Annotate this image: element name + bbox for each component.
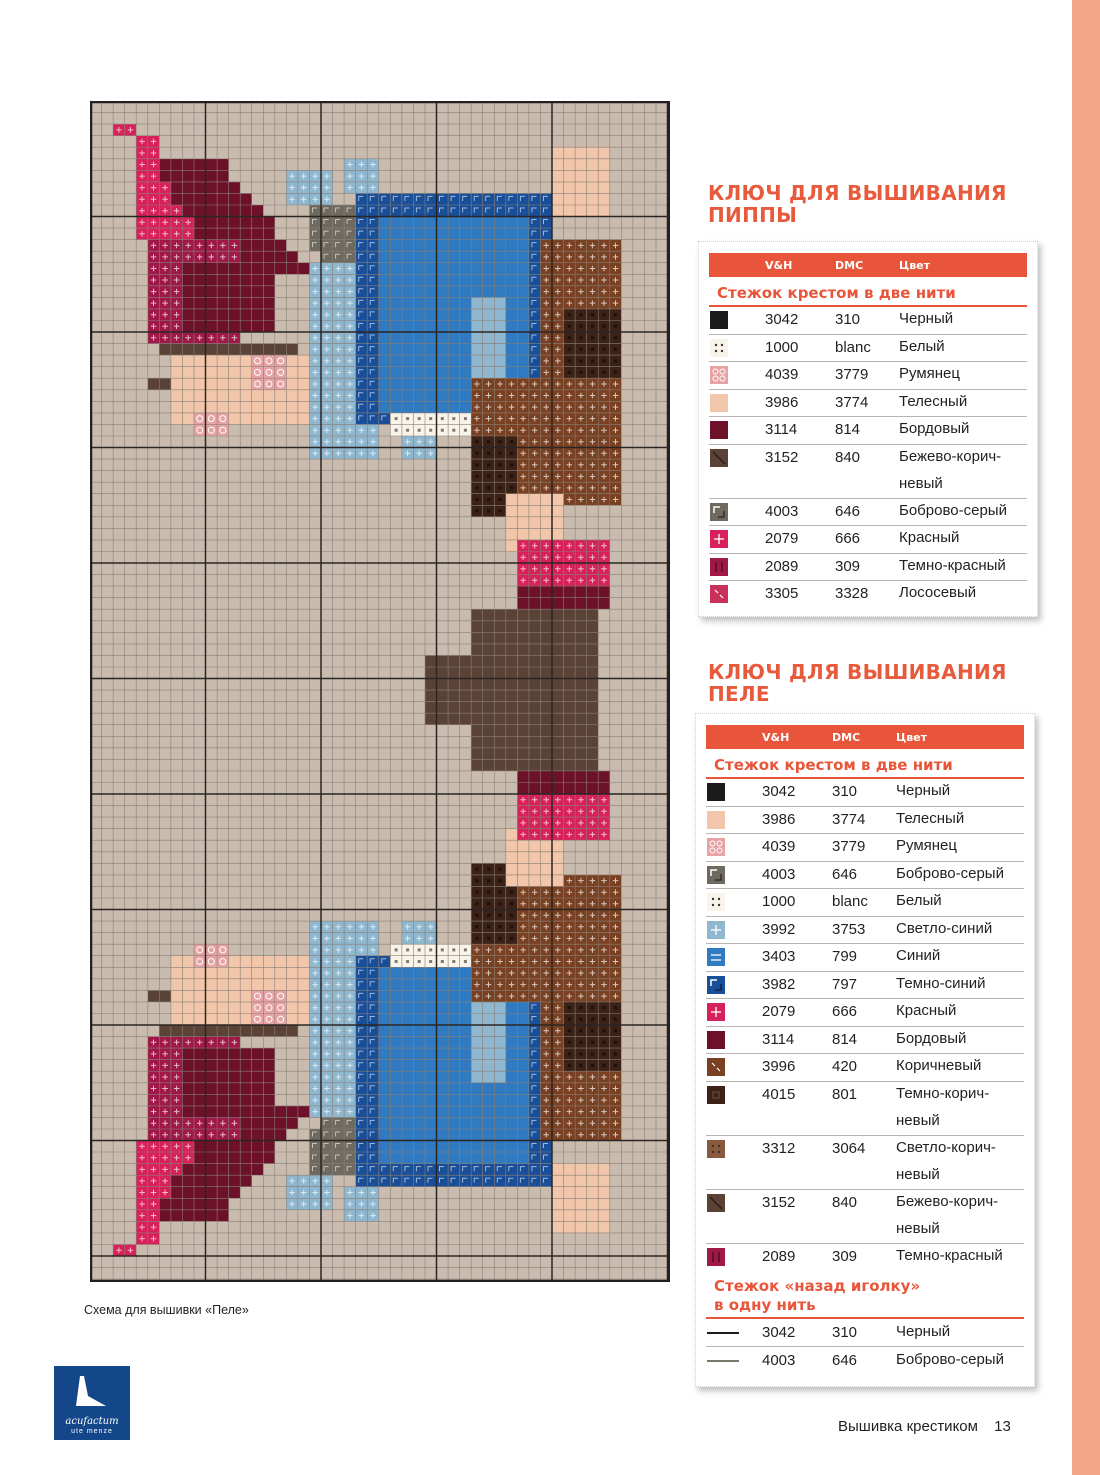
pippi-key-table <box>698 241 1038 617</box>
key-row <box>709 526 1027 554</box>
backstitch-title-line2: в одну нить <box>714 1296 816 1314</box>
color-swatch-icon <box>710 311 728 329</box>
vh-code: 4003 <box>762 1351 796 1369</box>
pippi-key-title-line1: КЛЮЧ ДЛЯ ВЫШИВАНИЯ <box>708 181 1007 205</box>
color-name: Коричневый <box>896 1057 982 1074</box>
key-row <box>709 581 1027 609</box>
color-swatch-icon <box>707 1140 725 1158</box>
color-name: Телесный <box>896 809 965 827</box>
key-row <box>709 499 1027 527</box>
color-swatch-icon <box>707 1058 725 1076</box>
vh-code: 2079 <box>762 1003 796 1020</box>
key-row <box>706 862 1024 890</box>
vh-code: 2089 <box>765 557 799 575</box>
key-row <box>706 1054 1024 1082</box>
header-vh: V&H <box>765 259 793 272</box>
color-swatch-icon <box>707 1086 725 1104</box>
dmc-code: 666 <box>835 530 861 547</box>
color-name: Румянец <box>899 365 960 382</box>
vh-code: 3996 <box>762 1058 796 1075</box>
color-name: Румянец <box>896 837 957 854</box>
pele-key-table <box>695 713 1035 1387</box>
dmc-code: 801 <box>832 1085 858 1103</box>
dmc-code: 309 <box>835 557 861 575</box>
dmc-code: 646 <box>832 865 858 883</box>
key-row <box>706 1190 1024 1244</box>
color-swatch-icon <box>710 421 728 439</box>
color-name <box>896 1188 1026 1242</box>
color-name: Бордовый <box>896 1029 967 1047</box>
color-swatch-icon <box>707 893 725 911</box>
dmc-code: 797 <box>832 975 858 993</box>
dmc-code: 646 <box>832 1351 858 1369</box>
color-swatch-icon <box>710 394 728 412</box>
pele-key-title-line1: КЛЮЧ ДЛЯ ВЫШИВАНИЯ <box>708 660 1007 684</box>
dmc-code: 646 <box>835 502 861 520</box>
color-name: Темно-красный <box>899 556 1006 574</box>
color-name <box>899 443 1029 497</box>
key-row <box>706 917 1024 945</box>
color-name: Темно-синий <box>896 974 986 992</box>
pippi-section-cross-stitch: Стежок крестом в две нити <box>717 284 956 302</box>
dmc-code: 420 <box>832 1058 858 1075</box>
vh-code: 2079 <box>765 530 799 547</box>
pippi-key-header <box>709 253 1027 277</box>
dmc-code: 840 <box>832 1193 858 1211</box>
color-swatch-icon <box>707 976 725 994</box>
key-row <box>709 445 1027 499</box>
color-name: Светло-синий <box>896 919 993 937</box>
cross-stitch-chart <box>90 101 670 1282</box>
key-row <box>706 807 1024 835</box>
color-swatch-icon <box>710 339 728 357</box>
header-dmc: DMC <box>835 259 864 272</box>
color-swatch-icon <box>707 1003 725 1021</box>
dmc-code: 3779 <box>835 366 869 383</box>
color-name: Боброво-серый <box>896 864 1004 882</box>
key-row <box>709 390 1027 418</box>
color-name-line2: невый <box>899 474 943 492</box>
color-swatch-icon <box>710 503 728 521</box>
color-name: Белый <box>899 337 945 355</box>
vh-code: 3305 <box>765 585 799 602</box>
color-swatch-icon <box>707 1031 725 1049</box>
key-row <box>709 362 1027 390</box>
vh-code: 3114 <box>762 1030 795 1048</box>
color-swatch-icon <box>707 811 725 829</box>
key-row <box>706 889 1024 917</box>
header-color: Цвет <box>899 259 931 272</box>
color-swatch-icon <box>707 866 725 884</box>
color-swatch-icon <box>707 1194 725 1212</box>
color-name-line1: Бежево-корич- <box>899 447 1002 465</box>
color-swatch-icon <box>707 838 725 856</box>
header-dmc: DMC <box>832 731 861 744</box>
vh-code: 3042 <box>765 311 799 328</box>
vh-code: 3986 <box>762 810 796 828</box>
color-swatch-icon <box>710 449 728 467</box>
vh-code: 3992 <box>762 920 796 938</box>
logo-name: acufactum <box>65 1416 119 1427</box>
vh-code: 3152 <box>765 448 799 466</box>
backstitch-title-line1: Стежок «назад иголку» <box>714 1277 921 1295</box>
page-edge-stripe <box>1072 0 1100 1475</box>
color-name: Бордовый <box>899 420 970 437</box>
page-number: 13 <box>994 1418 1011 1435</box>
dmc-code: 3328 <box>835 585 869 602</box>
vh-code: 3982 <box>762 975 796 993</box>
key-row <box>709 307 1027 335</box>
key-row <box>706 834 1024 862</box>
publisher-logo <box>54 1366 130 1440</box>
color-name: Синий <box>896 947 941 964</box>
key-row <box>709 554 1027 582</box>
dmc-code: 3774 <box>835 393 869 411</box>
dmc-code: blanc <box>832 893 868 910</box>
color-name: Боброво-серый <box>896 1350 1004 1368</box>
vh-code: 3114 <box>765 421 798 438</box>
color-swatch-icon <box>707 1248 725 1266</box>
color-name-line2: невый <box>896 1165 940 1183</box>
color-name: Красный <box>899 529 960 546</box>
color-name: Лососевый <box>899 584 977 601</box>
key-row <box>706 1136 1024 1190</box>
chart-caption: Схема для вышивки «Пеле» <box>84 1303 249 1317</box>
dmc-code: 310 <box>832 783 858 800</box>
pippi-key-title-line2: ПИППЫ <box>708 203 798 227</box>
color-swatch-icon <box>710 585 728 603</box>
dmc-code: 814 <box>832 1030 858 1048</box>
dmc-code: 666 <box>832 1003 858 1020</box>
key-row <box>706 1244 1024 1272</box>
vh-code: 3042 <box>762 783 796 800</box>
key-row <box>706 999 1024 1027</box>
key-row <box>709 335 1027 363</box>
color-name: Телесный <box>899 392 968 410</box>
pele-key-header <box>706 725 1024 749</box>
key-row <box>706 779 1024 807</box>
dmc-code: 309 <box>832 1247 858 1265</box>
key-row <box>706 1027 1024 1055</box>
footer-title: Вышивка крестиком <box>838 1418 978 1435</box>
dmc-code: 799 <box>832 948 858 965</box>
key-row <box>706 1082 1024 1136</box>
dmc-code: 3774 <box>832 810 866 828</box>
backstitch-row <box>706 1348 1024 1375</box>
color-name: Красный <box>896 1002 957 1019</box>
dmc-code: 3753 <box>832 920 866 938</box>
color-name-line1: Темно-корич- <box>896 1084 990 1102</box>
header-vh: V&H <box>762 731 790 744</box>
color-swatch-icon <box>710 558 728 576</box>
color-name-line2: невый <box>896 1219 940 1237</box>
color-swatch-icon <box>710 366 728 384</box>
header-color: Цвет <box>896 731 928 744</box>
backstitch-row <box>706 1320 1024 1347</box>
page-footer <box>838 1418 1011 1435</box>
color-swatch-icon <box>707 948 725 966</box>
dmc-code: 310 <box>835 311 861 328</box>
color-swatch-icon <box>710 530 728 548</box>
color-swatch-icon <box>707 783 725 801</box>
bird-logo-icon <box>54 1366 130 1416</box>
vh-code: 4003 <box>762 865 796 883</box>
dmc-code: 310 <box>832 1324 858 1341</box>
color-name: Белый <box>896 892 942 909</box>
vh-code: 4039 <box>762 838 796 855</box>
dmc-code: 814 <box>835 421 861 438</box>
dmc-code: 3779 <box>832 838 866 855</box>
vh-code: 1000 <box>765 338 799 356</box>
backstitch-line-icon <box>707 1360 739 1362</box>
color-name-line1: Светло-корич- <box>896 1138 996 1156</box>
pele-section-backstitch <box>714 1277 920 1315</box>
key-row <box>706 972 1024 1000</box>
vh-code: 4015 <box>762 1085 796 1103</box>
color-name-line2: невый <box>896 1111 940 1129</box>
pele-section-cross-stitch: Стежок крестом в две нити <box>714 756 953 774</box>
color-name: Черный <box>896 1323 951 1340</box>
key-row <box>706 944 1024 972</box>
color-name <box>896 1134 1026 1188</box>
color-name <box>896 1080 1026 1134</box>
vh-code: 4003 <box>765 502 799 520</box>
color-swatch-icon <box>707 921 725 939</box>
color-name: Черный <box>899 310 954 327</box>
vh-code: 3986 <box>765 393 799 411</box>
chart-grid <box>90 101 670 1282</box>
logo-subtitle: ute menze <box>71 1428 113 1435</box>
color-name-line1: Бежево-корич- <box>896 1192 999 1210</box>
vh-code: 3312 <box>762 1139 796 1157</box>
pippi-key-title <box>708 182 1028 226</box>
vh-code: 3152 <box>762 1193 796 1211</box>
dmc-code: 840 <box>835 448 861 466</box>
color-name: Темно-красный <box>896 1246 1003 1264</box>
dmc-code: blanc <box>835 338 871 356</box>
dmc-code: 3064 <box>832 1139 866 1157</box>
vh-code: 1000 <box>762 893 796 910</box>
vh-code: 3403 <box>762 948 796 965</box>
color-name: Боброво-серый <box>899 501 1007 519</box>
pele-key-title <box>708 661 1028 705</box>
vh-code: 4039 <box>765 366 799 383</box>
key-row <box>709 417 1027 445</box>
vh-code: 3042 <box>762 1324 796 1341</box>
color-name: Черный <box>896 782 951 799</box>
vh-code: 2089 <box>762 1247 796 1265</box>
backstitch-line-icon <box>707 1332 739 1334</box>
pele-key-title-line2: ПЕЛЕ <box>708 682 770 706</box>
